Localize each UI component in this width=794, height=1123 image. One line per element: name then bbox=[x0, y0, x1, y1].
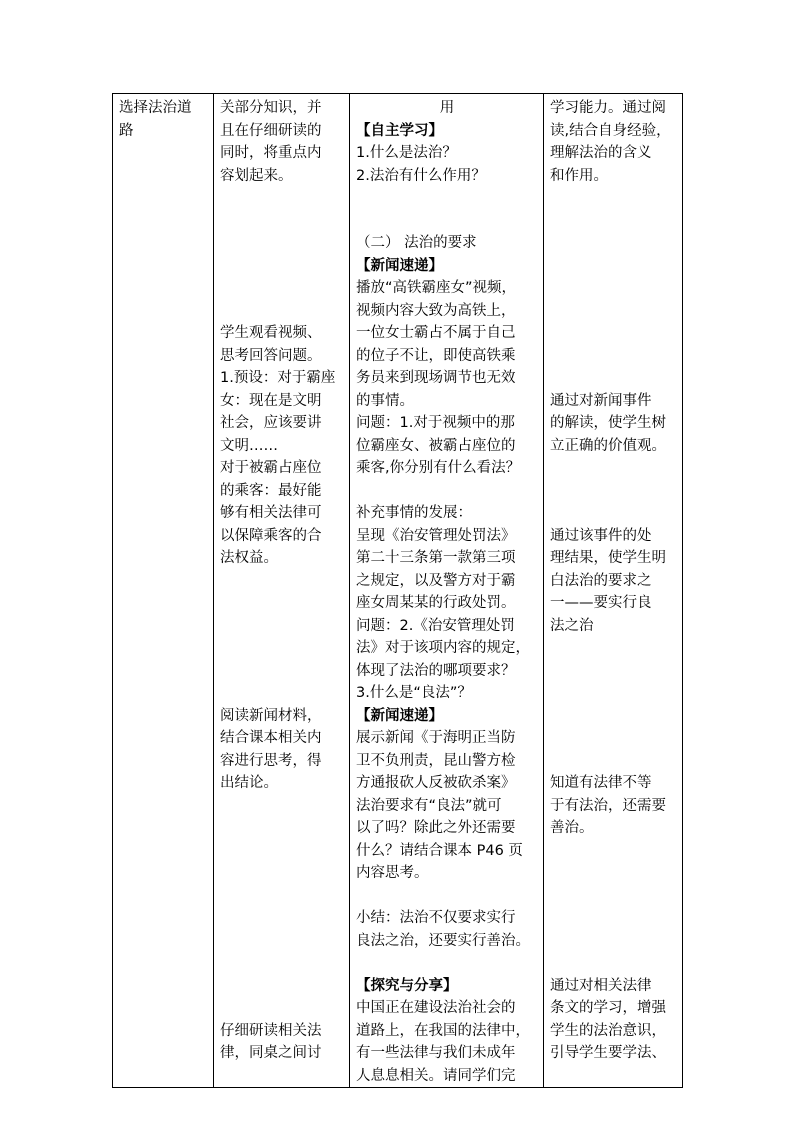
text-line: 务员来到现场调节也无效 bbox=[356, 370, 516, 386]
text-line: 社会，应该要讲 bbox=[220, 415, 322, 431]
text-line: 通过对相关法律 bbox=[550, 977, 652, 994]
text-line: 读,结合自身经验， bbox=[550, 122, 671, 139]
text-line: 的事情。 bbox=[356, 392, 414, 409]
text-line: 法治要求有“良法”就可 bbox=[356, 797, 502, 814]
text-line: 小结：法治不仅要求实行 bbox=[356, 910, 516, 926]
text-line: 阅读新闻材料， bbox=[220, 707, 322, 724]
text-line: 用 bbox=[439, 100, 455, 116]
text-line: 位霸座女、被霸占座位的 bbox=[356, 437, 516, 454]
text-line: 立正确的价值观。 bbox=[550, 437, 666, 454]
text-line: 1.预设：对于霸座 bbox=[220, 370, 336, 386]
text-line: 且在仔细研读的 bbox=[220, 122, 322, 139]
cell-teacher-activity bbox=[350, 94, 544, 1088]
cell-design-intent bbox=[544, 94, 683, 1088]
text-line: 容进行思考，得 bbox=[220, 752, 322, 769]
text-line: 对于被霸占座位 bbox=[220, 460, 322, 476]
lesson-plan-table bbox=[112, 93, 683, 1088]
text-line: 学生的法治意识， bbox=[550, 1022, 666, 1039]
text-line: 路 bbox=[119, 122, 134, 139]
text-line: 学习能力。通过阅 bbox=[550, 100, 666, 116]
section-heading: 【探究与分享】 bbox=[356, 977, 458, 994]
text-line: 2.法治有什么作用？ bbox=[356, 167, 486, 184]
text-line: 视频内容大致为高铁上， bbox=[356, 302, 516, 319]
text-line: 良法之治，还要实行善治。 bbox=[356, 932, 530, 949]
text-line: 有一些法律与我们未成年 bbox=[356, 1045, 516, 1061]
text-line: 通过该事件的处 bbox=[550, 527, 652, 544]
text-line: 乘客,你分别有什么看法？ bbox=[356, 460, 521, 476]
text-line: 法之治 bbox=[550, 617, 594, 634]
text-line: 选择法治道 bbox=[119, 100, 192, 116]
text-line: 于有法治，还需要 bbox=[550, 797, 666, 814]
text-line: 一位女士霸占不属于自己 bbox=[356, 325, 516, 341]
text-line: 座女周某某的行政处罚。 bbox=[356, 595, 516, 611]
section-heading: 【新闻速递】 bbox=[356, 707, 443, 724]
text-line: 内容思考。 bbox=[356, 865, 429, 881]
text-line: 善治。 bbox=[550, 820, 594, 836]
text-line: 3.什么是“良法”？ bbox=[356, 685, 472, 701]
text-line: 律，同桌之间讨 bbox=[220, 1045, 322, 1061]
text-line: 法》对于该项内容的规定， bbox=[356, 640, 530, 656]
text-line: 补充事情的发展： bbox=[356, 505, 472, 521]
section-heading: （二） 法治的要求 bbox=[356, 235, 477, 251]
text-line: 理结果，使学生明 bbox=[550, 550, 666, 566]
text-line: 学生观看视频、 bbox=[220, 325, 322, 341]
section-heading: 【自主学习】 bbox=[356, 122, 443, 139]
text-line: 1.什么是法治？ bbox=[356, 145, 457, 161]
text-line: 女：现在是文明 bbox=[220, 392, 322, 409]
text-line: 的解读，使学生树 bbox=[550, 415, 666, 431]
table-row bbox=[113, 94, 683, 1088]
cell-teaching-content bbox=[113, 94, 214, 1088]
text-line: 通过对新闻事件 bbox=[550, 392, 652, 409]
text-line: 体现了法治的哪项要求？ bbox=[356, 662, 516, 679]
text-line: 白法治的要求之 bbox=[550, 572, 652, 589]
text-line: 方通报砍人反被砍杀案》 bbox=[356, 775, 516, 791]
text-line: 法权益。 bbox=[220, 550, 278, 566]
text-line: 以了吗？除此之外还需要 bbox=[356, 820, 516, 836]
text-line: 人息息相关。请同学们完 bbox=[356, 1067, 516, 1084]
text-line: 关部分知识，并 bbox=[220, 100, 322, 116]
text-line: 知道有法律不等 bbox=[550, 775, 652, 791]
text-line: 和作用。 bbox=[550, 167, 608, 184]
text-line: 什么？请结合课本 P46 页 bbox=[356, 842, 523, 859]
text-line: 之规定，以及警方对于霸 bbox=[356, 572, 516, 589]
text-line: 条文的学习，增强 bbox=[550, 1000, 666, 1016]
text-line: 思考回答问题。 bbox=[220, 347, 322, 364]
text-line: 道路上，在我国的法律中， bbox=[356, 1022, 530, 1039]
text-line: 出结论。 bbox=[220, 775, 278, 791]
text-line: 结合课本相关内 bbox=[220, 730, 322, 746]
text-line: 问题：2.《治安管理处罚 bbox=[356, 617, 515, 634]
text-line: 呈现《治安管理处罚法》 bbox=[356, 527, 516, 544]
text-line: 卫不负刑责，昆山警方检 bbox=[356, 752, 516, 769]
text-line: 问题：1.对于视频中的那 bbox=[356, 415, 515, 431]
text-line: 的乘客：最好能 bbox=[220, 482, 322, 499]
text-line: 仔细研读相关法 bbox=[220, 1022, 322, 1039]
text-line: 容划起来。 bbox=[220, 167, 293, 184]
text-line: 一——要实行良 bbox=[550, 595, 652, 611]
text-line: 展示新闻《于海明正当防 bbox=[356, 730, 516, 746]
text-line: 第二十三条第一款第三项 bbox=[356, 550, 516, 566]
text-line: 理解法治的含义 bbox=[550, 145, 652, 161]
text-line: 文明…… bbox=[220, 437, 278, 454]
text-line: 以保障乘客的合 bbox=[220, 527, 322, 544]
text-line: 播放“高铁霸座女”视频， bbox=[356, 280, 517, 296]
text-line: 中国正在建设法治社会的 bbox=[356, 1000, 516, 1016]
section-heading: 【新闻速递】 bbox=[356, 257, 443, 274]
cell-student-activity bbox=[214, 94, 350, 1088]
text-line: 引导学生要学法、 bbox=[550, 1045, 666, 1061]
text-line: 够有相关法律可 bbox=[220, 505, 322, 521]
text-line: 的位子不让，即使高铁乘 bbox=[356, 347, 516, 364]
text-line: 同时，将重点内 bbox=[220, 145, 322, 161]
